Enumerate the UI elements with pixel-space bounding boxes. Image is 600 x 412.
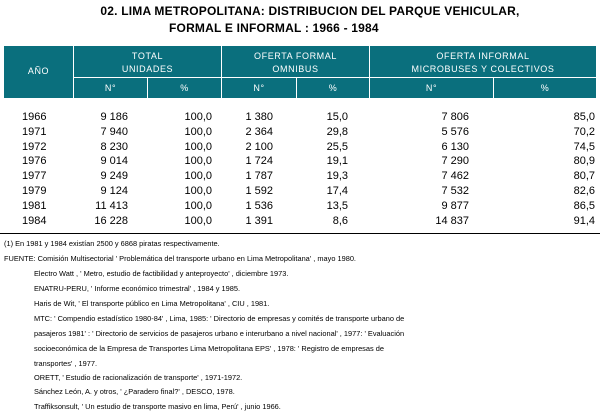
source-entry: ENATRU-PERU, ' Informe económico trimestral' , 1984 y 1985.: [34, 284, 240, 293]
header-formal-pct: %: [328, 83, 338, 93]
footnote: (1) En 1981 y 1984 existían 2500 y 6868 piratas respectivamente.: [4, 239, 220, 248]
table-row: [0, 169, 600, 184]
cell-year: 1972: [22, 140, 47, 153]
cell-formal-n: 2 100: [245, 140, 273, 153]
cell-formal-pct: 19,1: [326, 155, 348, 168]
cell-formal-n: 1 380: [245, 111, 273, 123]
cell-informal-n: 7 462: [441, 170, 469, 183]
cell-formal-n: 2 364: [245, 125, 273, 138]
cell-year: 1981: [22, 199, 47, 212]
source-entry: transportes' , 1977.: [34, 359, 98, 368]
cell-formal-pct: 8,6: [332, 214, 348, 227]
source-entry: Haris de Wit, ' El transporte público en Lima Metropolitana' , CIU , 1981.: [34, 299, 270, 308]
table-row: [0, 125, 600, 140]
cell-total-pct: 100,0: [184, 125, 212, 138]
cell-total-pct: 100,0: [184, 155, 212, 168]
cell-informal-n: 6 130: [441, 140, 469, 153]
table-row: [0, 199, 600, 214]
cell-informal-n: 14 837: [435, 214, 469, 227]
cell-year: 1977: [22, 170, 47, 183]
cell-informal-pct: 70,2: [573, 125, 595, 138]
cell-informal-pct: 80,9: [573, 155, 595, 168]
cell-informal-pct: 80,7: [573, 170, 595, 183]
cell-total-pct: 100,0: [184, 184, 212, 197]
source-entry: Traffiksonsult, ' Un estudio de transporte masivo en lima, Perú' , junio 1966.: [34, 402, 281, 411]
cell-year: 1976: [22, 155, 47, 168]
header-formal-line-2: OMNIBUS: [272, 64, 319, 74]
cell-total-pct: 100,0: [184, 214, 212, 227]
source-entry: ORETT, ' Estudio de racionalización de transporte' , 1971-1972.: [34, 373, 243, 382]
table-bottom-rule: [0, 233, 600, 234]
source-entry: pasajeros 1981' : ' Directorio de servicios de pasajeros urbano e interurbano a nivel nacional' , 1977: ' Evaluación: [34, 329, 405, 338]
cell-year: 1979: [22, 184, 47, 197]
header-year: AÑO: [27, 66, 50, 76]
cell-total-n: 9 249: [100, 170, 128, 183]
header-formal-line-1: OFERTA FORMAL: [254, 51, 337, 61]
cell-total-n: 7 940: [100, 125, 128, 138]
cell-formal-pct: 19,3: [326, 170, 348, 183]
cell-informal-n: 7 806: [441, 111, 469, 123]
header-formal-n: N°: [253, 83, 265, 93]
cell-total-n: 9 124: [100, 184, 128, 197]
header-informal-line-1: OFERTA INFORMAL: [436, 51, 530, 61]
cell-formal-pct: 25,5: [326, 140, 348, 153]
table-title-line-1: 02. LIMA METROPOLITANA: DISTRIBUCION DEL PARQUE VEHICULAR,: [100, 4, 520, 18]
table-row: [0, 140, 600, 155]
cell-informal-pct: 82,6: [573, 184, 595, 197]
cell-informal-n: 5 576: [441, 125, 469, 138]
cell-informal-pct: 85,0: [573, 111, 595, 123]
header-informal-n: N°: [425, 83, 438, 93]
table-row: [0, 110, 600, 125]
cell-total-pct: 100,0: [184, 111, 212, 123]
cell-total-pct: 100,0: [184, 199, 212, 212]
header-total-pct: %: [180, 83, 189, 93]
cell-formal-pct: 15,0: [326, 111, 348, 123]
header-total-line-1: TOTAL: [131, 51, 164, 61]
cell-total-n: 9 186: [100, 111, 128, 123]
cell-total-n: 11 413: [95, 199, 128, 212]
cell-informal-pct: 91,4: [573, 214, 595, 227]
table-title-line-2: FORMAL E INFORMAL : 1966 - 1984: [169, 21, 379, 35]
source-entry: Sánchez León, A. y otros, ' ¿Paradero final?' , DESCO, 1978.: [34, 387, 235, 396]
cell-formal-pct: 29,8: [326, 125, 348, 138]
cell-informal-pct: 74,5: [573, 140, 595, 153]
header-total-line-2: UNIDADES: [121, 64, 174, 74]
cell-total-n: 8 230: [100, 140, 128, 153]
cell-informal-n: 7 290: [441, 155, 469, 168]
table-row: [0, 154, 600, 169]
header-total-n: N°: [104, 83, 117, 93]
cell-total-pct: 100,0: [184, 170, 212, 183]
cell-formal-n: 1 391: [245, 214, 273, 227]
cell-informal-n: 9 877: [441, 199, 469, 212]
cell-total-n: 9 014: [100, 155, 128, 168]
table-row: [0, 214, 600, 229]
header-informal-pct: %: [540, 83, 550, 93]
source-entry: socioeconómica de la Empresa de Transportes Lima Metropolitana EPS' , 1978: ' Registro de empresas de: [34, 344, 384, 353]
cell-formal-n: 1 592: [245, 184, 273, 197]
cell-formal-pct: 17,4: [326, 184, 348, 197]
source-heading: FUENTE: Comisión Multisectorial ' Problemática del transporte urbano en Lima Metropolitana' , mayo 1980.: [4, 254, 356, 263]
cell-formal-n: 1 724: [245, 155, 273, 168]
header-informal-line-2: MICROBUSES Y COLECTIVOS: [411, 64, 555, 74]
cell-year: 1971: [22, 125, 47, 138]
cell-informal-n: 7 532: [441, 184, 469, 197]
cell-total-pct: 100,0: [184, 140, 212, 153]
cell-formal-pct: 13,5: [326, 199, 348, 212]
source-entry: Electro Watt , ' Metro, estudio de factibilidad y anteproyecto' , diciembre 1973.: [34, 269, 289, 278]
cell-year: 1984: [22, 214, 47, 227]
cell-formal-n: 1 787: [245, 170, 273, 183]
cell-year: 1966: [22, 111, 47, 123]
table-header: [4, 46, 596, 98]
cell-total-n: 16 228: [94, 214, 128, 227]
cell-informal-pct: 86,5: [573, 199, 595, 212]
source-entry: MTC: ' Compendio estadístico 1980-84' , Lima, 1985: ' Directorio de empresas y comités de transporte urbano de: [34, 314, 405, 323]
table-body: [0, 110, 600, 228]
cell-formal-n: 1 536: [245, 199, 273, 212]
table-row: [0, 184, 600, 199]
